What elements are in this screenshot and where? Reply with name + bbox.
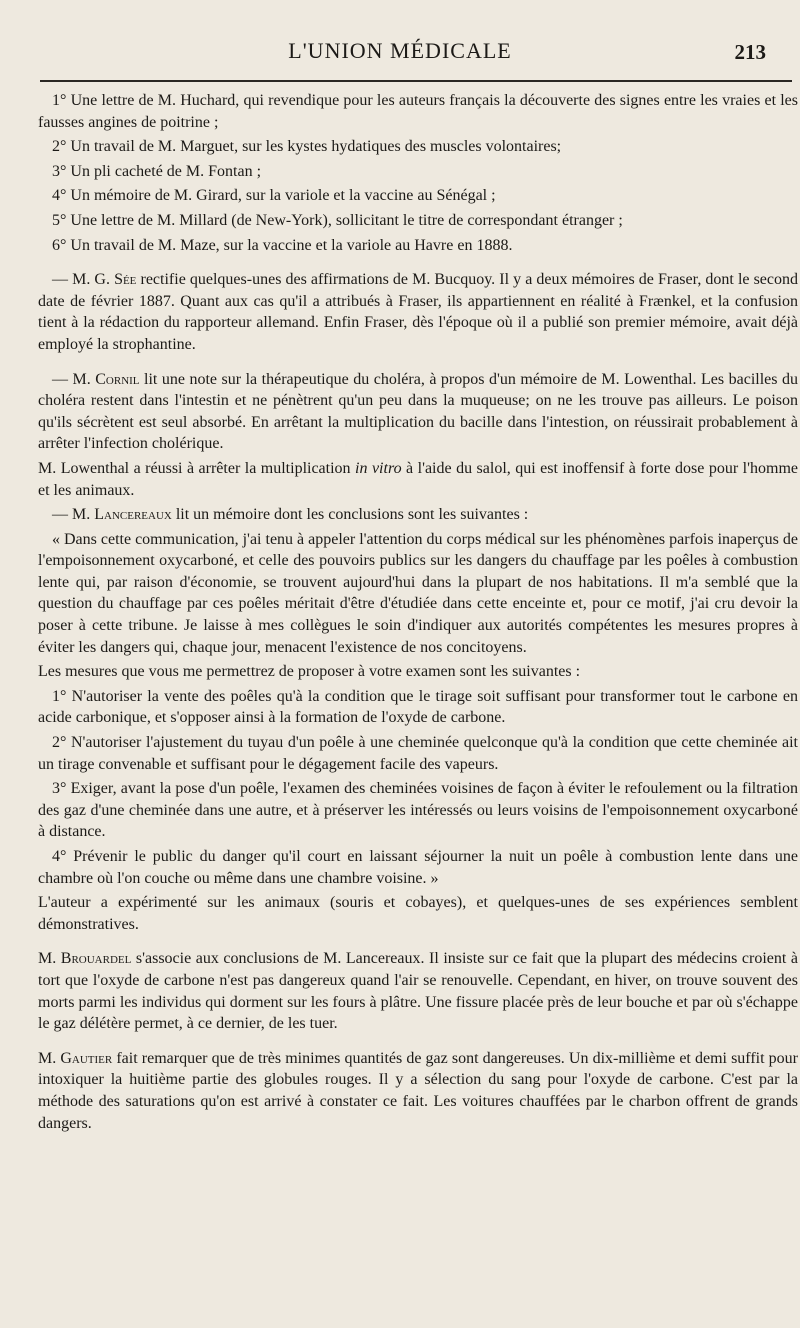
measures-intro: Les mesures que vous me permettrez de proposer à votre examen sont les suivantes :	[38, 663, 581, 681]
list-item: 6° Un travail de M. Maze, sur la vaccine et la variole au Havre en 1888.	[52, 236, 513, 254]
brouardel-prefix: M.	[38, 950, 61, 968]
cornil-prefix: — M.	[52, 370, 96, 388]
measure-item: 3° Exiger, avant la pose d'un poêle, l'examen des cheminées voisines de façon à éviter le refoulement ou la filtration des gaz d'une cheminée dans une autre, et à préserver les intéressés ou leurs voisins de l'empoisonnement oxycarboné à distance.	[38, 780, 798, 841]
measure-item: 2° N'autoriser l'ajustement du tuyau d'un poêle à une cheminée quelconque qu'à la condition que cette cheminée ait un tirage convenable et suffisant pour le dégagement facile des vapeurs.	[38, 734, 798, 773]
lowenthal-after: à l'aide du salol, qui est inoffensif à forte dose pour l'homme et les animaux.	[38, 459, 798, 499]
list-item: 3° Un pli cacheté de M. Fontan ;	[52, 162, 262, 180]
cornil-text: lit une note sur la thérapeutique du choléra, à propos d'un mémoire de M. Lowenthal. Les bacilles du choléra restent dans l'intestin et ne pénètrent qu'un peu dans la muqueuse; on ne les trouve pas ailleurs. Le poison qu'ils sécrètent est seul absorbé. En arrêtant la multiplication du bacille dans l'intestion, on réussirait probablement à arrêter l'infection cholérique.	[38, 370, 799, 453]
list-item: 2° Un travail de M. Marguet, sur les kystes hydatiques des muscles volontaires;	[52, 138, 562, 156]
header-rule	[40, 80, 792, 82]
list-item: 4° Un mémoire de M. Girard, sur la variole et la vaccine au Sénégal ;	[52, 187, 496, 205]
body-text	[38, 90, 798, 1137]
gautier-name: Gautier	[60, 1049, 113, 1067]
page-header	[0, 38, 800, 72]
quote-paragraph: « Dans cette communication, j'ai tenu à appeler l'attention du corps médical sur les phénomènes parfois inaperçus de l'empoisonnement oxycarboné, et celle des pouvoirs publics sur les dangers du chauffage par les poêles à combustion lente qui, par raison d'économie, se trouvent aujourd'hui dans la plupart de nos habitations. Il m'a semblé que la question du chauffage par ces poêles méritait d'être d'étudiée dans cette enceinte et, pour ce motif, j'ai cru devoir la poser à cette tribune. Je laisse à mes collègues le soin d'indiquer aux autorités compétentes les mesures propres à éviter les dangers qui, chaque jour, menacent l'existence de nos concitoyens.	[38, 530, 798, 656]
author-note: L'auteur a expérimenté sur les animaux (souris et cobayes), et quelques-unes de ses expériences semblent démonstratives.	[38, 894, 798, 933]
measure-item: 1° N'autoriser la vente des poêles qu'à la condition que le tirage soit suffisant pour transformer tout le carbone en acide carbonique, et s'opposer ainsi à la formation de l'oxyde de carbone.	[38, 687, 798, 727]
cornil-paragraph	[38, 369, 798, 455]
lancereaux-name: Lancereaux	[94, 506, 172, 524]
lancereaux-prefix: — M.	[52, 506, 95, 524]
gautier-text: fait remarquer que de très minimes quantités de gaz sont dangereuses. Un dix-millième et demi suffit pour intoxiquer la huitième partie des globules rouges. Il y a sélection du sang pour l'oxyde de carbone. C'est par la méthode des saturations qu'on est arrivé à constater ce fait. Les voitures chauffées par le charbon offrent de grands dangers.	[38, 1049, 799, 1132]
see-name: Sée	[114, 271, 137, 289]
gautier-prefix: M.	[38, 1049, 61, 1067]
lowenthal-paragraph	[38, 458, 798, 501]
lancereaux-paragraph	[38, 504, 798, 526]
see-text: rectifie quelques-unes des affirmations de M. Bucquoy. Il y a deux mémoires de Fraser, dont le second date de février 1887. Quant aux cas qu'il a attribués à Fraser, ils appartiennent en réalité à Frænkel, et la confusion tient à la rédaction du rapporteur allemand. Enfin Fraser, dès l'époque où il a publié son premier mémoire, avait déjà employé la strophantine.	[38, 271, 799, 353]
lowenthal-italic: in vitro	[355, 459, 402, 477]
list-item: 1° Une lettre de M. Huchard, qui revendique pour les auteurs français la découverte des signes entre les vraies et les fausses angines de poitrine ;	[38, 92, 798, 131]
brouardel-paragraph	[38, 948, 798, 1034]
see-paragraph	[38, 269, 798, 355]
running-title: L'UNION MÉDICALE	[288, 38, 512, 63]
lancereaux-text: lit un mémoire dont les conclusions sont les suivantes :	[171, 506, 529, 524]
measure-item: 4° Prévenir le public du danger qu'il court en laissant séjourner la nuit un poêle à combustion lente dans une chambre où l'on couche ou même dans une chambre voisine. »	[38, 848, 798, 887]
gautier-paragraph	[38, 1048, 798, 1134]
brouardel-text: s'associe aux conclusions de M. Lancereaux. Il insiste sur ce fait que la plupart des médecins croient à tort que l'oxyde de carbone n'est pas dangereux quand l'air se renouvelle. Cependant, en hiver, on trouve souvent des morts parmi les individus qui dorment sur les fours à plâtre. Une fissure placée près de leur bouche et par où s'échappe le gaz délétère permet, à ce dernier, de les tuer.	[38, 950, 798, 1033]
lowenthal-before: M. Lowenthal a réussi à arrêter la multiplication	[38, 459, 356, 477]
list-item: 5° Une lettre de M. Millard (de New-York), sollicitant le titre de correspondant étranger ;	[52, 211, 623, 229]
see-prefix: — M. G.	[52, 271, 115, 289]
brouardel-name: Brouardel	[60, 950, 132, 968]
page-number: 213	[734, 40, 766, 64]
cornil-name: Cornil	[95, 370, 140, 388]
